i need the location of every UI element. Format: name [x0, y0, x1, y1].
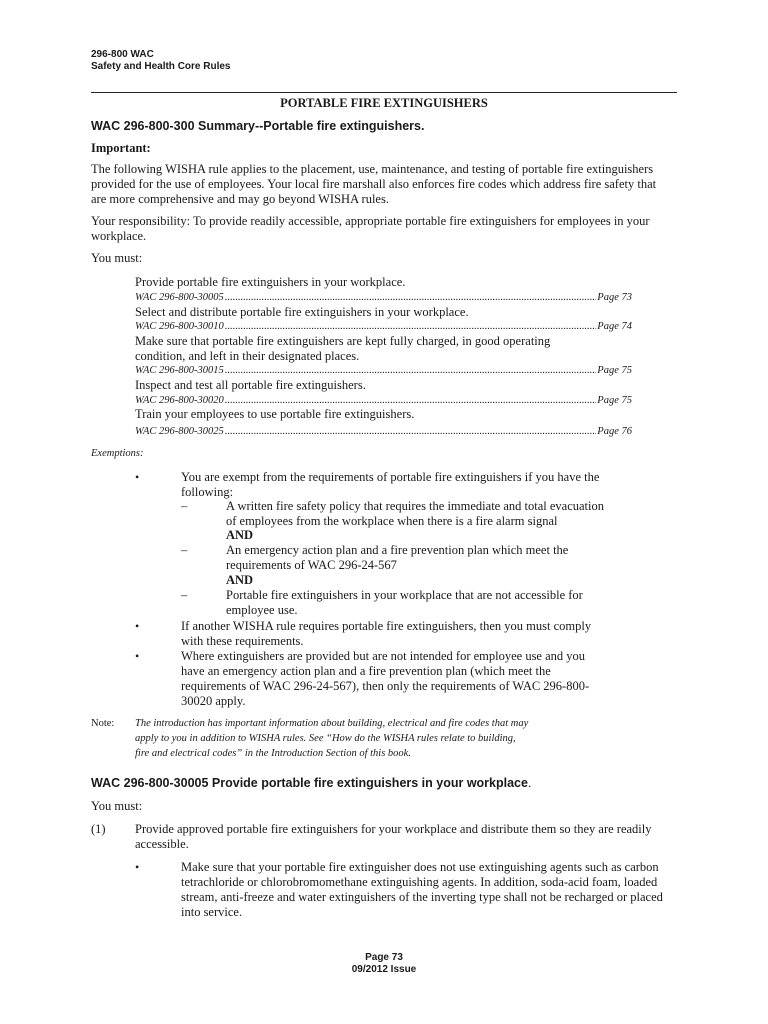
toc-task: Train your employees to use portable fire extinguishers.: [135, 407, 415, 421]
section-title: PORTABLE FIRE EXTINGUISHERS: [280, 96, 488, 110]
toc-page: Page 75: [597, 365, 632, 376]
toc-page: Page 75: [597, 395, 632, 406]
rule-heading-period: .: [527, 776, 532, 790]
toc-task: Select and distribute portable fire extinguishers in your workplace.: [135, 305, 469, 319]
exempt-2-line-2: with these requirements.: [181, 634, 304, 648]
leader-dots: [225, 291, 596, 304]
toc-reference[interactable]: [135, 394, 632, 407]
intro-line-3: are more comprehensive and may go beyond WISHA rules.: [91, 192, 389, 206]
leader-dots: [225, 394, 596, 407]
exempt-3-line-3: requirements of WAC 296-24-567), then only the requirements of WAC 296-800-: [181, 679, 590, 693]
bullet-icon: •: [135, 649, 140, 663]
sub-2-line-1: An emergency action plan and a fire prevention plan which meet the: [226, 543, 569, 557]
item-bullet-line-1: Make sure that your portable fire extinguisher does not use extinguishing agents such as carbon: [181, 860, 659, 874]
exempt-1-line-2: following:: [181, 485, 234, 499]
bullet-icon: •: [135, 619, 140, 633]
sub-1-line-2: of employees from the workplace when there is a fire alarm signal: [226, 514, 558, 528]
toc-page: Page 74: [597, 321, 632, 332]
exempt-3-line-4: 30020 apply.: [181, 694, 246, 708]
bullet-icon: •: [135, 470, 140, 484]
bullet-icon: •: [135, 860, 140, 874]
item-bullet-line-3: stream, anti-freeze and water extinguishers of the inverting type shall not be recharged or placed: [181, 890, 663, 904]
toc-ref-code: WAC 296-800-30025: [135, 426, 224, 437]
leader-dots: [225, 320, 596, 333]
you-must-label: You must:: [91, 251, 143, 265]
note-line-3: fire and electrical codes” in the Introduction Section of this book.: [135, 748, 411, 759]
leader-dots: [225, 425, 596, 438]
dash-icon: –: [181, 499, 188, 513]
note-line-1: The introduction has important information about building, electrical and fire codes that may: [135, 718, 529, 729]
item-bullet-line-4: into service.: [181, 905, 243, 919]
toc-ref-code: WAC 296-800-30005: [135, 292, 224, 303]
item-line-1: Provide approved portable fire extinguishers for your workplace and distribute them so they are readily: [135, 822, 652, 836]
exemptions-label: Exemptions:: [91, 448, 144, 459]
toc-task: Provide portable fire extinguishers in your workplace.: [135, 275, 406, 289]
doc-title: Safety and Health Core Rules: [91, 61, 231, 72]
intro-line-1: The following WISHA rule applies to the placement, use, maintenance, and testing of portable fire extinguishers: [91, 162, 654, 176]
footer-page: Page 73: [365, 952, 403, 963]
and-label: AND: [226, 573, 254, 587]
you-must-label: You must:: [91, 799, 143, 813]
toc-page: Page 73: [597, 292, 632, 303]
sub-1-line-1: A written fire safety policy that requires the immediate and total evacuation: [226, 499, 604, 513]
exempt-3-line-1: Where extinguishers are provided but are not intended for employee use and you: [181, 649, 586, 663]
exempt-3-line-2: have an emergency action plan and a fire prevention plan (which meet the: [181, 664, 551, 678]
item-number: (1): [91, 822, 106, 836]
doc-code: 296-800 WAC: [91, 49, 154, 60]
toc-ref-code: WAC 296-800-30010: [135, 321, 224, 332]
item-bullet-line-2: tetrachloride or chlorobromomethane extinguishing agents. In addition, soda-acid foam, loaded: [181, 875, 658, 889]
toc-reference[interactable]: [135, 320, 632, 333]
leader-dots: [225, 364, 596, 377]
sub-3-line-2: employee use.: [226, 603, 298, 617]
toc-task: Make sure that portable fire extinguishers are kept fully charged, in good operating: [135, 334, 551, 348]
note-line-2: apply to you in addition to WISHA rules. See “How do the WISHA rules relate to building,: [135, 733, 516, 744]
toc-reference[interactable]: [135, 291, 632, 304]
toc-ref-code: WAC 296-800-30020: [135, 395, 224, 406]
responsibility-line-1: Your responsibility: To provide readily accessible, appropriate portable fire extinguishers for employees in your: [91, 214, 650, 228]
sub-3-line-1: Portable fire extinguishers in your workplace that are not accessible for: [226, 588, 583, 602]
responsibility-line-2: workplace.: [91, 229, 147, 243]
rule-heading: [91, 776, 531, 790]
sub-2-line-2: requirements of WAC 296-24-567: [226, 558, 397, 572]
toc-page: Page 76: [597, 426, 632, 437]
toc-ref-code: WAC 296-800-30015: [135, 365, 224, 376]
dash-icon: –: [181, 543, 188, 557]
exempt-2-line-1: If another WISHA rule requires portable fire extinguishers, then you must comply: [181, 619, 592, 633]
rule-heading-text: WAC 296-800-30005 Provide portable fire extinguishers in your workplace: [91, 776, 528, 790]
dash-icon: –: [181, 588, 188, 602]
footer-issue: 09/2012 Issue: [351, 964, 417, 975]
note-label: Note:: [91, 718, 115, 729]
important-label: Important:: [91, 141, 151, 155]
exempt-1-line-1: You are exempt from the requirements of portable fire extinguishers if you have the: [181, 470, 600, 484]
and-label: AND: [226, 528, 254, 542]
toc-task-continued: condition, and left in their designated places.: [135, 349, 360, 363]
item-line-2: accessible.: [135, 837, 189, 851]
toc-task: Inspect and test all portable fire extinguishers.: [135, 378, 366, 392]
summary-heading: WAC 296-800-300 Summary--Portable fire extinguishers.: [91, 119, 425, 133]
toc-reference[interactable]: [135, 425, 632, 438]
header-divider: [91, 92, 677, 93]
toc-reference[interactable]: [135, 364, 632, 377]
intro-line-2: provided for the use of employees. Your local fire marshall also enforces fire codes which address fire safety that: [91, 177, 657, 191]
